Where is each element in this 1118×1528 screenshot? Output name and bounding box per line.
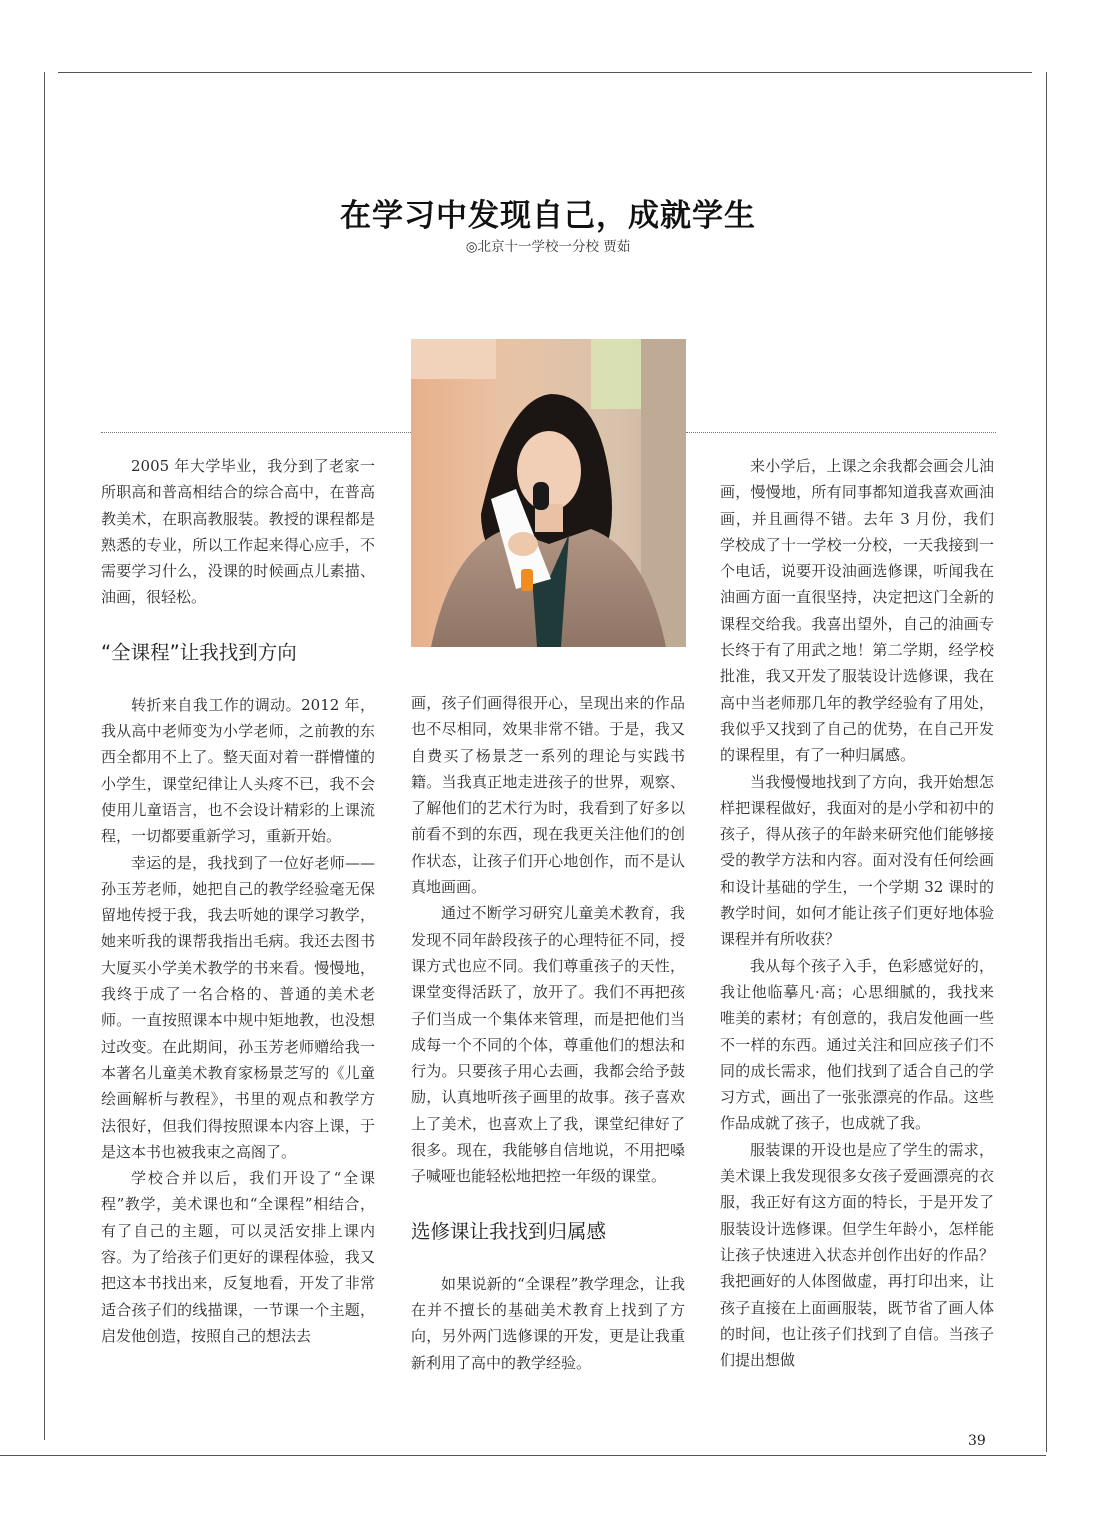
text-column-3 — [720, 453, 994, 1373]
paragraph: 我从每个孩子入手，色彩感觉好的，我让他临摹凡·高；心思细腻的，我找来唯美的素材；有创意的，我启发他画一些不一样的东西。通过关注和回应孩子们不同的成长需求，他们找到了适合自己的学习方式，画出了一张张漂亮的作品。这些作品成就了孩子，也成就了我。 — [720, 956, 994, 1133]
paragraph: 转折来自我工作的调动。2012 年，我从高中老师变为小学老师，之前教的东西全都用不上了。整天面对着一群懵懂的小学生，课堂纪律让人头疼不已，我不会使用儿童语言，也不会设计精彩的上课流程，一切都要重新学习，重新开始。 — [101, 695, 375, 846]
paragraph: 画，孩子们画得很开心，呈现出来的作品也不尽相同，效果非常不错。于是，我又自费买了杨景芝一系列的理论与实践书籍。当我真正地走进孩子的世界，观察、了解他们的艺术行为时，我看到了好多以前看不到的东西，现在我更关注他们的创作状态，让孩子们开心地创作，而不是认真地画画。 — [411, 694, 685, 897]
paragraph: 如果说新的“全课程”教学理念，让我在并不擅长的基础美术教育上找到了方向，另外两门选修课的开发，更是让我重新利用了高中的教学经验。 — [411, 1274, 685, 1372]
text-column-2 — [411, 690, 685, 1376]
paragraph: 服装课的开设也是应了学生的需求，美术课上我发现很多女孩子爱画漂亮的衣服，我正好有这方面的特长，于是开发了服装设计选修课。但学生年龄小，怎样能让孩子快速进入状态并创作出好的作品？我把画好的人体图做虚，再打印出来，让孩子直接在上面画服装，既节省了画人体的时间，也让孩子们找到了自信。当孩子们提出想做 — [720, 1140, 994, 1370]
author-photo — [411, 339, 686, 647]
paragraph: 幸运的是，我找到了一位好老师——孙玉芳老师，她把自己的教学经验毫无保留地传授于我，我去听她的课学习教学，她来听我的课帮我指出毛病。我还去图书大厦买小学美术教学的书来看。慢慢地，我终于成了一名合格的、普通的美术老师。一直按照课本中规中矩地教，也没想过改变。在此期间，孙玉芳老师赠给我一本著名儿童美术教育家杨景芝写的《儿童绘画解析与教程》，书里的观点和教学方法很好，但我们得按照课本内容上课，于是这本书也被我束之高阁了。 — [101, 853, 375, 1161]
dotted-divider-left — [101, 432, 411, 433]
paragraph: 学校合并以后，我们开设了“全课程”教学，美术课也和“全课程”相结合，有了自己的主题，可以灵活安排上课内容。为了给孩子们更好的课程体验，我又把这本书找出来，反复地看，开发了非常适合孩子们的线描课，一节课一个主题，启发他创造，按照自己的想法去 — [101, 1169, 375, 1345]
left-rule — [44, 72, 45, 1440]
paragraph: 通过不断学习研究儿童美术教育，我发现不同年龄段孩子的心理特征不同，授课方式也应不同。我们尊重孩子的天性，课堂变得活跃了，放开了。我们不再把孩子们当成一个集体来管理，而是把他们当成每一个不同的个体，尊重他们的想法和行为。只要孩子用心去画，我都会给予鼓励，认真地听孩子画里的故事。孩子喜欢上了美术，也喜欢上了我，课堂纪律好了很多。现在，我能够自信地说，不用把嗓子喊哑也能轻松地把控一年级的课堂。 — [411, 904, 685, 1186]
dotted-divider-right — [686, 432, 996, 433]
page-number: 39 — [968, 1433, 986, 1449]
top-rule — [58, 72, 1032, 73]
woman-speaking-photo-icon — [411, 339, 686, 647]
section-heading-1: “全课程”让我找到方向 — [101, 640, 297, 664]
article-byline: ◎北京十一学校一分校 贾茹 — [465, 239, 631, 255]
text-column-1 — [101, 453, 375, 1349]
article-title: 在学习中发现自己，成就学生 — [340, 198, 756, 234]
bottom-rule — [0, 1455, 1046, 1456]
right-rule — [1046, 72, 1047, 1452]
paragraph: 2005 年大学毕业，我分到了老家一所职高和普高相结合的综合高中，在普高教美术，在职高教服装。教授的课程都是熟悉的专业，所以工作起来得心应手，不需要学习什么，没课的时候画点儿素描、油画，很轻松。 — [101, 457, 375, 607]
paragraph: 当我慢慢地找到了方向，我开始想怎样把课程做好，我面对的是小学和初中的孩子，得从孩子的年龄来研究他们能够接受的教学方法和内容。面对没有任何绘画和设计基础的学生，一个学期 32 课时的教学时间，如何才能让孩子们更好地体验课程并有所收获？ — [720, 772, 994, 949]
paragraph: 来小学后，上课之余我都会画会儿油画，慢慢地，所有同事都知道我喜欢画油画，并且画得不错。去年 3 月份，我们学校成了十一学校一分校，一天我接到一个电话，说要开设油画选修课，听闻我在油画方面一直很坚持，决定把这门全新的课程交给我。我喜出望外，自己的油画专长终于有了用武之地！第二学期，经学校批准，我又开发了服装设计选修课，我在高中当老师那几年的教学经验有了用处，我似乎又找到了自己的优势，在自己开发的课程里，有了一种归属感。 — [720, 457, 994, 765]
section-heading-2: 选修课让我找到归属感 — [411, 1219, 607, 1243]
